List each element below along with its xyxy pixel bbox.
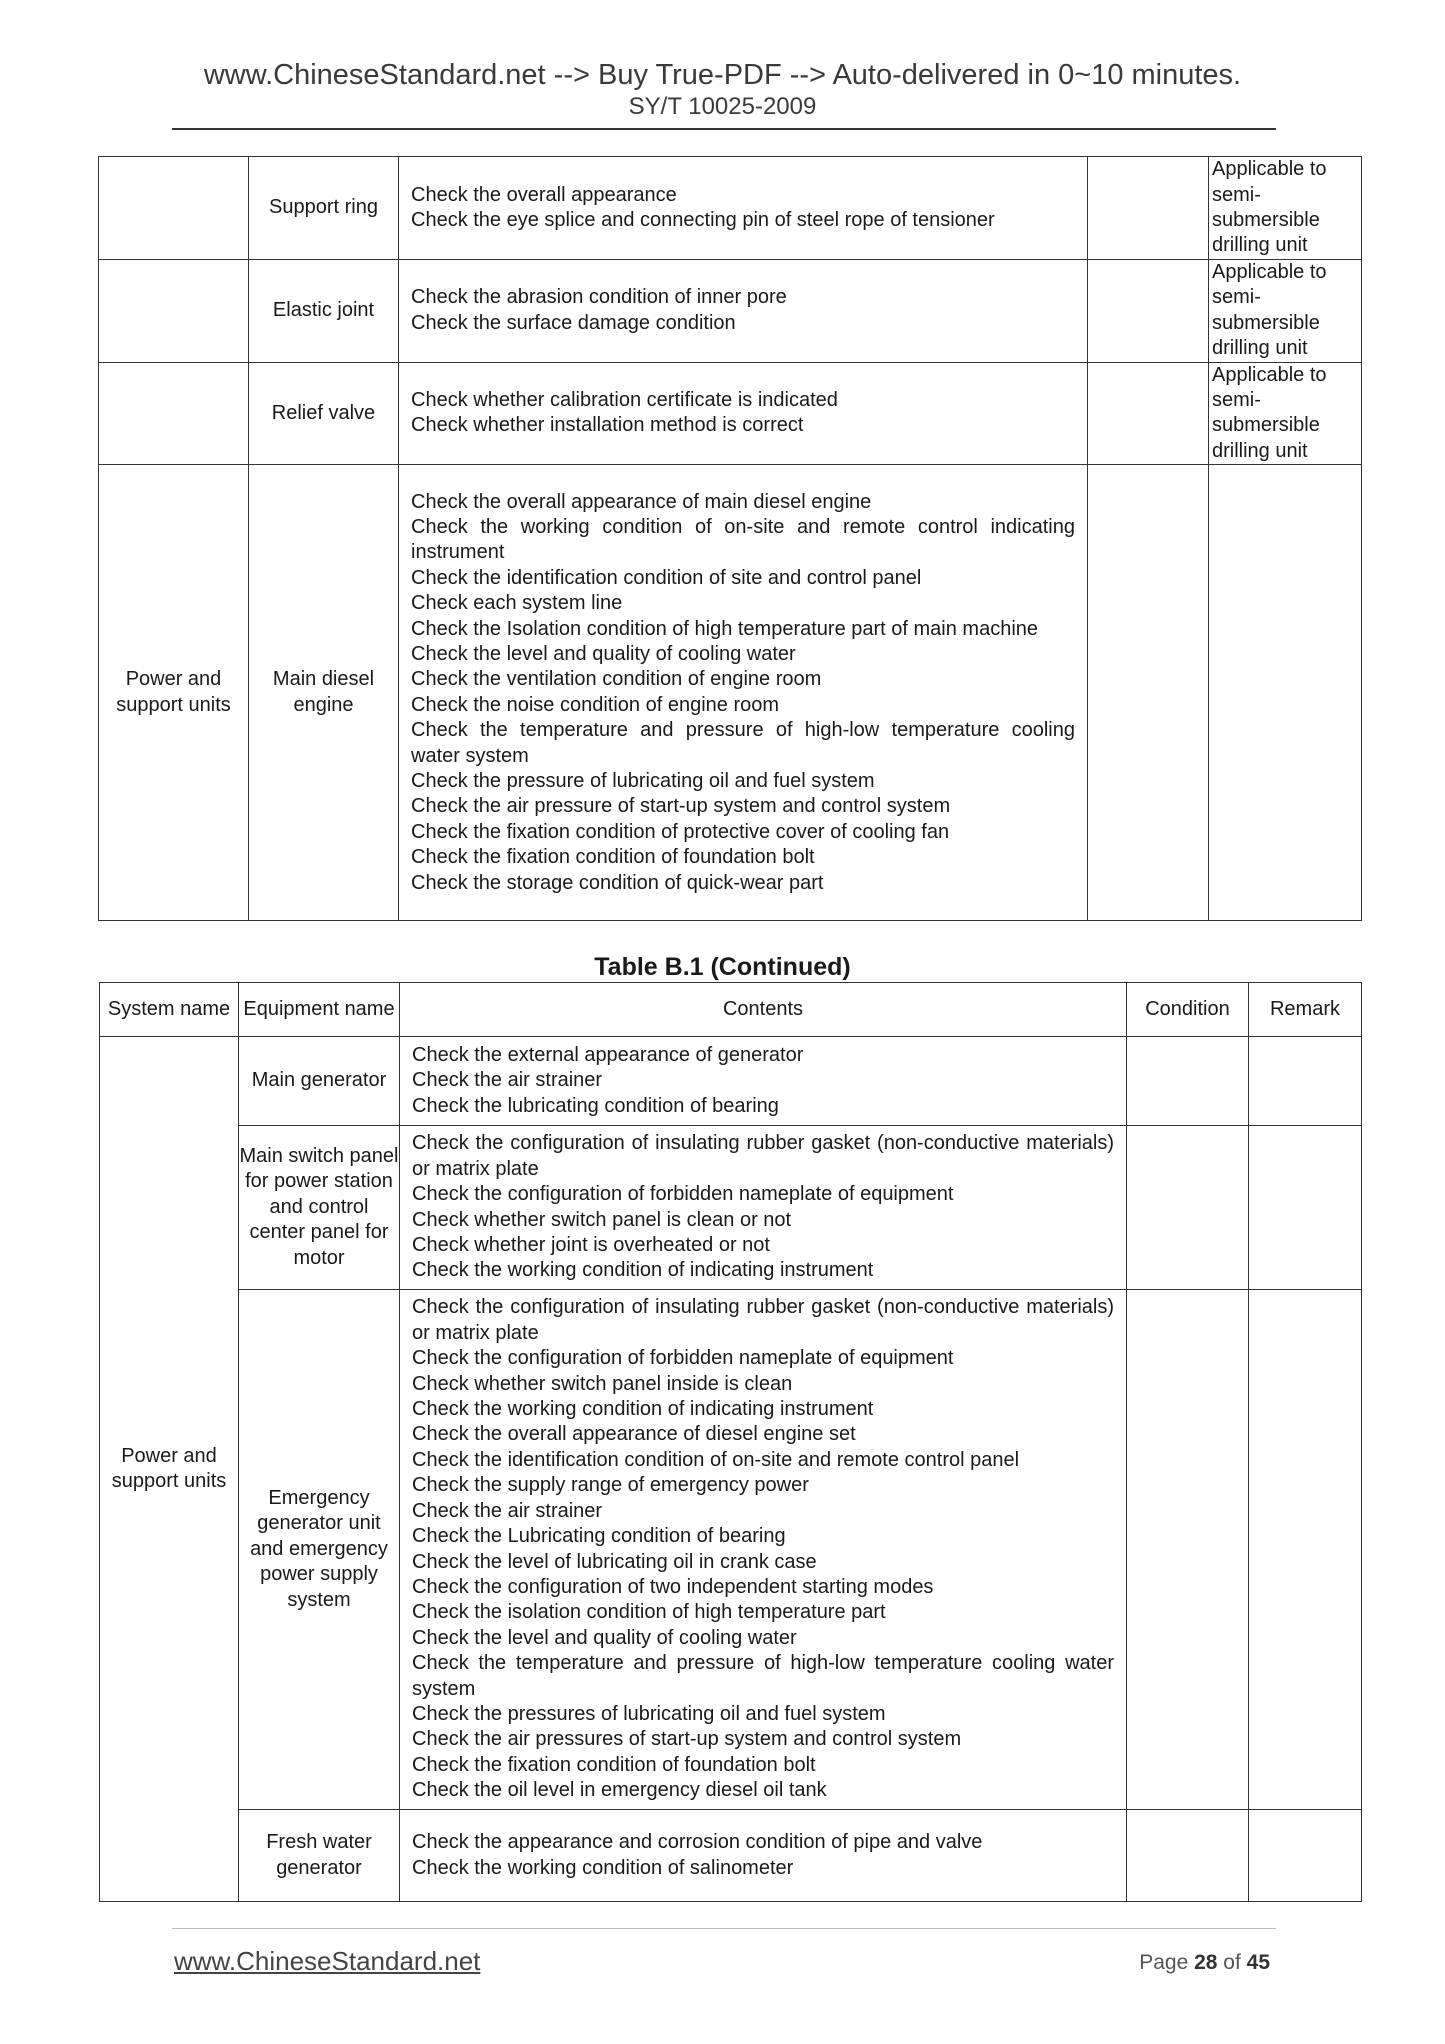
check-item: Check the storage condition of quick-wear part [411, 871, 824, 894]
equipment-name-cell: Support ring [249, 157, 399, 260]
check-item: Check the air strainer [412, 1499, 603, 1522]
check-item: Check the fixation condition of foundation bolt [411, 846, 815, 869]
remark-cell [1249, 1126, 1362, 1290]
system-name-cell [99, 157, 249, 260]
contents-cell [399, 157, 1088, 260]
check-item: Check the configuration of insulating rubber gasket (non-conductive materials) or matrix plate [412, 1296, 1114, 1344]
column-header-condition: Condition [1127, 983, 1249, 1037]
check-item: Check the air pressures of start-up system and control system [412, 1728, 962, 1751]
system-name-cell [99, 260, 249, 363]
remark-cell [1249, 1037, 1362, 1126]
remark-cell: Applicable to semi-submersible drilling unit [1209, 260, 1362, 363]
table-header-row [100, 983, 1362, 1037]
standard-number: SY/T 10025-2009 [628, 93, 817, 120]
check-item: Check the abrasion condition of inner pore [411, 286, 787, 309]
check-item: Check the eye splice and connecting pin of steel rope of tensioner [411, 209, 995, 231]
check-item: Check the Lubricating condition of bearing [412, 1525, 786, 1548]
check-item: Check the level of lubricating oil in crank case [412, 1550, 817, 1573]
header-banner: www.ChineseStandard.net --> Buy True-PDF --> Auto-delivered in 0~10 minutes. [203, 59, 1242, 91]
check-item: Check the configuration of forbidden nameplate of equipment [412, 1347, 954, 1370]
check-item: Check the working condition of indicating instrument [412, 1259, 874, 1282]
check-item: Check whether joint is overheated or not [412, 1233, 770, 1256]
check-item: Check the oil level in emergency diesel oil tank [412, 1779, 827, 1802]
current-page: 28 [1194, 1951, 1218, 1974]
remark-cell [1249, 1810, 1362, 1902]
check-item: Check the fixation condition of foundation bolt [412, 1753, 816, 1776]
table-caption: Table B.1 (Continued) [594, 953, 851, 981]
check-item: Check the working condition of on-site and remote control indicating instrument [411, 515, 1075, 564]
contents-cell [400, 1126, 1127, 1290]
check-item: Check the temperature and pressure of high-low temperature cooling water system [411, 719, 1075, 767]
equipment-name-cell: Elastic joint [249, 260, 399, 363]
footer-website-link[interactable]: www.ChineseStandard.net [174, 1946, 481, 1976]
equipment-name-cell: Emergency generator unit and emergency power supply system [239, 1290, 400, 1810]
condition-cell [1088, 260, 1209, 363]
check-item: Check whether installation method is correct [411, 414, 804, 437]
check-item: Check whether calibration certificate is indicated [411, 389, 838, 412]
check-item: Check the temperature and pressure of high-low temperature cooling water system [412, 1652, 1114, 1700]
check-item: Check the overall appearance [411, 183, 677, 206]
condition-cell [1088, 465, 1209, 921]
table-row [99, 465, 1362, 921]
footer-divider [172, 1928, 1276, 1929]
check-item: Check the external appearance of generator [412, 1043, 804, 1066]
check-item: Check the overall appearance of main diesel engine [411, 490, 872, 513]
check-item: Check the working condition of indicating instrument [412, 1398, 874, 1421]
condition-cell [1127, 1037, 1249, 1126]
check-item: Check the overall appearance of diesel engine set [412, 1423, 856, 1446]
total-pages: 45 [1246, 1951, 1270, 1974]
condition-cell [1127, 1126, 1249, 1290]
page-of-label: of [1217, 1951, 1247, 1974]
page-number [1139, 1950, 1270, 1976]
table-row [100, 1810, 1362, 1902]
check-item: Check the identification condition of on-site and remote control panel [412, 1448, 1020, 1471]
contents-cell [399, 465, 1088, 921]
contents-cell [400, 1037, 1127, 1126]
remark-cell: Applicable to semi-submersible drilling unit [1209, 362, 1362, 465]
remark-cell [1249, 1290, 1362, 1810]
check-item: Check the configuration of forbidden nameplate of equipment [412, 1183, 954, 1206]
contents-cell [400, 1810, 1127, 1902]
check-item: Check the air strainer [412, 1069, 603, 1092]
table-row [100, 1126, 1362, 1290]
table-row [100, 1290, 1362, 1810]
check-item: Check the isolation condition of high temperature part [412, 1601, 886, 1624]
check-item: Check the ventilation condition of engine room [411, 668, 822, 691]
check-item: Check the air pressure of start-up system and control system [411, 795, 951, 818]
table-row [99, 157, 1362, 260]
column-header-contents: Contents [400, 983, 1127, 1037]
system-name-cell [99, 362, 249, 465]
check-item: Check the noise condition of engine room [411, 693, 780, 716]
equipment-name-cell: Main switch panel for power station and control center panel for motor [239, 1126, 400, 1290]
check-item: Check whether switch panel inside is clean [412, 1372, 793, 1395]
column-header-system: System name [100, 983, 239, 1037]
remark-cell: Applicable to semi-submersible drilling unit [1209, 157, 1362, 260]
system-name-cell: Power and support units [100, 1037, 239, 1902]
check-item: Check the configuration of insulating rubber gasket (non-conductive materials) or matrix plate [412, 1132, 1114, 1180]
header-divider [172, 128, 1276, 130]
check-item: Check the working condition of salinometer [412, 1856, 794, 1879]
contents-cell [400, 1290, 1127, 1810]
contents-cell [399, 362, 1088, 465]
system-name-cell: Power and support units [99, 465, 249, 921]
check-item: Check the identification condition of site and control panel [411, 566, 922, 589]
column-header-remark: Remark [1249, 983, 1362, 1037]
condition-cell [1127, 1290, 1249, 1810]
equipment-name-cell: Fresh water generator [239, 1810, 400, 1902]
check-item: Check the Isolation condition of high temperature part of main machine [411, 617, 1039, 640]
condition-cell [1127, 1810, 1249, 1902]
check-item: Check the level and quality of cooling water [411, 642, 796, 665]
remark-cell [1209, 465, 1362, 921]
check-item: Check the pressures of lubricating oil and fuel system [412, 1702, 886, 1725]
check-item: Check the appearance and corrosion condition of pipe and valve [412, 1831, 983, 1854]
check-item: Check whether switch panel is clean or not [412, 1208, 792, 1231]
check-item: Check the lubricating condition of bearing [412, 1094, 779, 1117]
check-item: Check the pressure of lubricating oil and fuel system [411, 769, 875, 792]
check-item: Check the fixation condition of protective cover of cooling fan [411, 820, 950, 843]
page-label: Page [1139, 1951, 1195, 1974]
contents-cell [399, 260, 1088, 363]
equipment-name-cell: Relief valve [249, 362, 399, 465]
condition-cell [1088, 157, 1209, 260]
check-item: Check the surface damage condition [411, 311, 736, 334]
table-row [99, 260, 1362, 363]
check-item: Check the configuration of two independent starting modes [412, 1575, 934, 1598]
inspection-table-continued-top [98, 156, 1362, 921]
table-row [100, 1037, 1362, 1126]
inspection-table-continued [99, 982, 1362, 1902]
check-item: Check each system line [411, 592, 623, 615]
check-item: Check the supply range of emergency power [412, 1474, 809, 1497]
check-item: Check the level and quality of cooling water [412, 1626, 797, 1649]
condition-cell [1088, 362, 1209, 465]
equipment-name-cell: Main diesel engine [249, 465, 399, 921]
equipment-name-cell: Main generator [239, 1037, 400, 1126]
table-row [99, 362, 1362, 465]
column-header-equipment: Equipment name [239, 983, 400, 1037]
